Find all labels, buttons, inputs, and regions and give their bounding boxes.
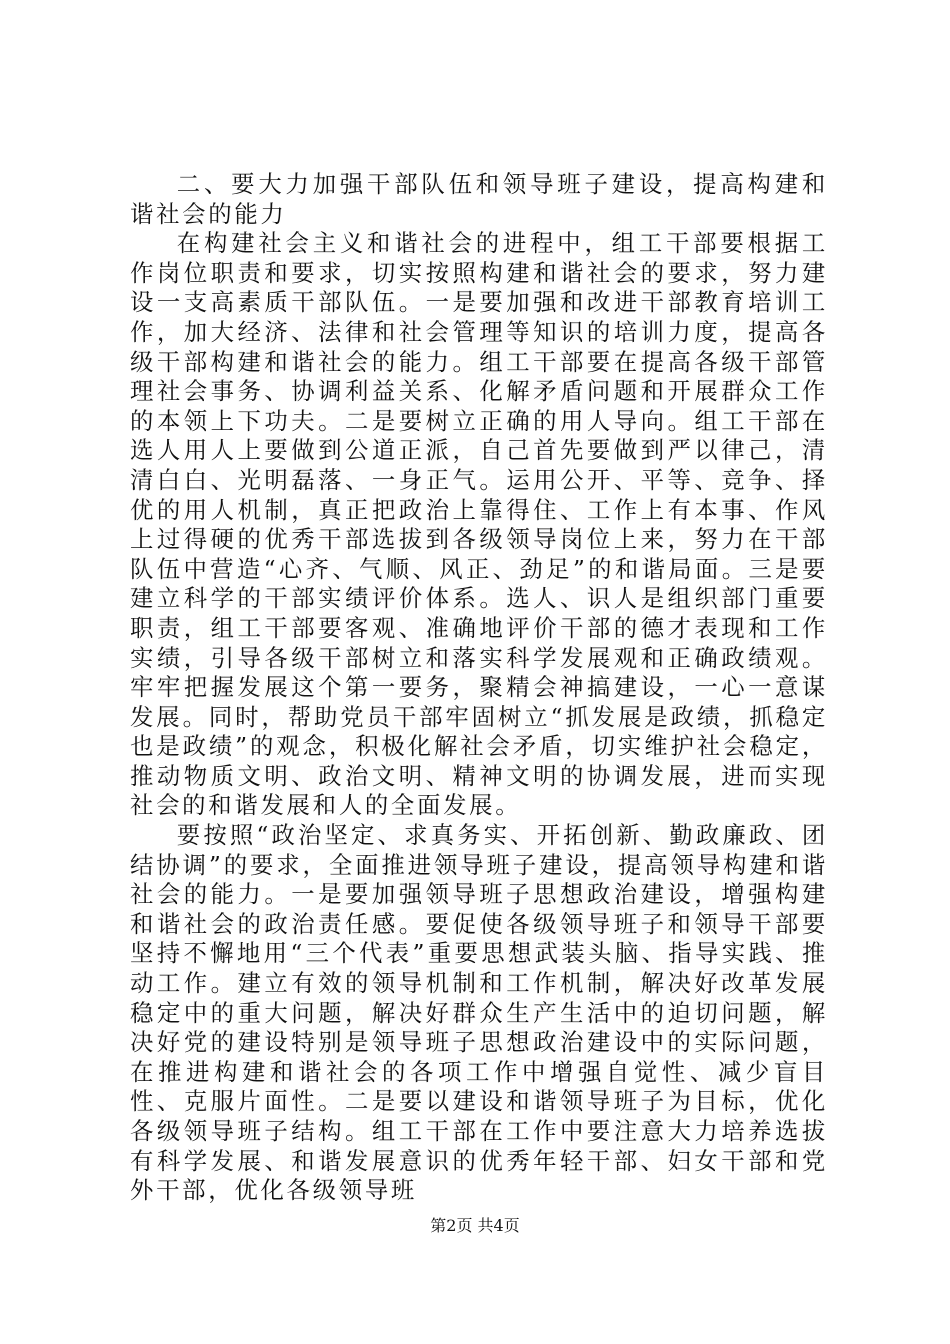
paragraph: 要按照“政治坚定、求真务实、开拓创新、勤政廉政、团结协调”的要求，全面推进领导班子建设，提高领导构建和谐社会的能力。一是要加强领导班子思想政治建设，增强构建和谐社会的政治责任感。要促使各级领导班子和领导干部要坚持不懈地用“三个代表”重要思想武装头脑、指导实践、推动工作。建立有效的领导机制和工作机制，解决好改革发展稳定中的重大问题，解决好群众生产生活中的迫切问题，解决好党的建设特别是领导班子思想政治建设中的实际问题，在推进构建和谐社会的各项工作中增强自觉性、减少盲目性、克服片面性。二是要以建设和谐领导班子为目标，优化各级领导班子结构。组工干部在工作中要注意大力培养选拔有科学发展、和谐发展意识的优秀年轻干部、妇女干部和党外干部，优化各级领导班 xyxy=(130,821,828,1205)
document-body xyxy=(130,170,828,1206)
section-heading: 二、要大力加强干部队伍和领导班子建设，提高构建和谐社会的能力 xyxy=(130,170,828,228)
page-number-footer: 第2页 共4页 xyxy=(430,1216,520,1235)
paragraph: 在构建社会主义和谐社会的进程中，组工干部要根据工作岗位职责和要求，切实按照构建和谐社会的要求，努力建设一支高素质干部队伍。一是要加强和改进干部教育培训工作，加大经济、法律和社会管理等知识的培训力度，提高各级干部构建和谐社会的能力。组工干部要在提高各级干部管理社会事务、协调利益关系、化解矛盾问题和开展群众工作的本领上下功夫。二是要树立正确的用人导向。组工干部在选人用人上要做到公道正派，自己首先要做到严以律己，清清白白、光明磊落、一身正气。运用公开、平等、竞争、择优的用人机制，真正把政治上靠得住、工作上有本事、作风上过得硬的优秀干部选拔到各级领导岗位上来，努力在干部队伍中营造“心齐、气顺、风正、劲足”的和谐局面。三是要建立科学的干部实绩评价体系。选人、识人是组织部门重要职责，组工干部要客观、准确地评价干部的德才表现和工作实绩，引导各级干部树立和落实科学发展观和正确政绩观。牢牢把握发展这个第一要务，聚精会神搞建设，一心一意谋发展。同时，帮助党员干部牢固树立“抓发展是政绩，抓稳定也是政绩”的观念，积极化解社会矛盾，切实维护社会稳定，推动物质文明、政治文明、精神文明的协调发展，进而实现社会的和谐发展和人的全面发展。 xyxy=(130,229,828,820)
